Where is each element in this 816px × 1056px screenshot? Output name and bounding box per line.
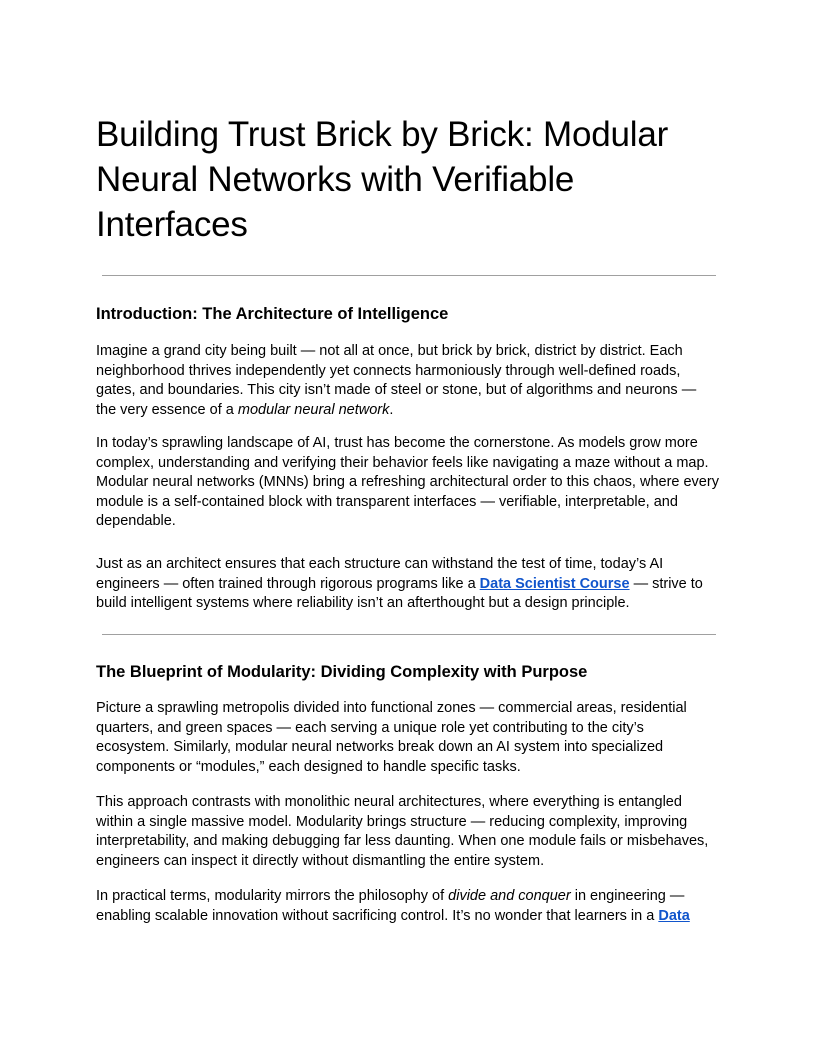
data-link[interactable]: Data [658,907,690,924]
blueprint-paragraph-3 [96,887,720,926]
document-page [96,112,720,924]
document-title: Building Trust Brick by Brick: Modular Neural Networks with Verifiable Interfaces [96,115,669,244]
section-divider [102,634,716,635]
blueprint-paragraph-3-text: In practical terms, modularity mirrors the philosophy of [96,888,449,904]
intro-paragraph-3-text: Just as an architect ensures that each structure can withstand the test of time, today’s AI engineers — often trained through rigorous programs like a [96,556,664,592]
intro-paragraph-3-end: — strive to build intelligent systems where reliability isn’t an afterthought but a design principle. [96,575,703,611]
blueprint-paragraph-2: This approach contrasts with monolithic neural architectures, where everything is entangled within a single massive model. Modularity brings structure — reducing complexity, improving interpretability, and making debugging far less daunting. When one module fails or misbehaves, engineers can inspect it directly without dismantling the entire system. [96,794,709,869]
blueprint-paragraph-3-middle: in engineering — enabling scalable innovation without sacrificing control. It’s no wonder that learners in a [96,888,685,924]
section-divider [102,275,716,276]
intro-paragraph-1-text: Imagine a grand city being built — not all at once, but brick by brick, district by district. Each neighborhood thrives independently yet connects harmoniously through well-defined roads, gates, and boundaries. This city isn’t made of steel or stone, but of algorithms and neurons — the very essence of a [96,343,697,418]
intro-paragraph-1-emphasis: modular neural network [237,401,390,418]
intro-paragraph-3 [96,555,720,614]
blueprint-paragraph-1: Picture a sprawling metropolis divided into functional zones — commercial areas, residential quarters, and green spaces — each serving a unique role yet contributing to the city’s ecosystem. Similarly, modular neural networks break down an AI system into specialized components or “modules,” each designed to handle specific tasks. [96,700,687,775]
intro-paragraph-1 [96,342,720,420]
intro-paragraph-2: In today’s sprawling landscape of AI, trust has become the cornerstone. As models grow more complex, understanding and verifying their behavior feels like navigating a maze without a map. Modular neural networks (MNNs) bring a refreshing architectural order to this chaos, where every module is a self-contained block with transparent interfaces — verifiable, interpretable, and dependable. [96,435,719,529]
section-heading-introduction: Introduction: The Architecture of Intelligence [96,305,449,323]
blueprint-paragraph-3-emphasis: divide and conquer [448,888,571,904]
intro-paragraph-1-end: . [389,401,394,418]
data-scientist-course-link[interactable]: Data Scientist Course [479,575,630,592]
section-heading-blueprint: The Blueprint of Modularity: Dividing Complexity with Purpose [96,663,588,681]
